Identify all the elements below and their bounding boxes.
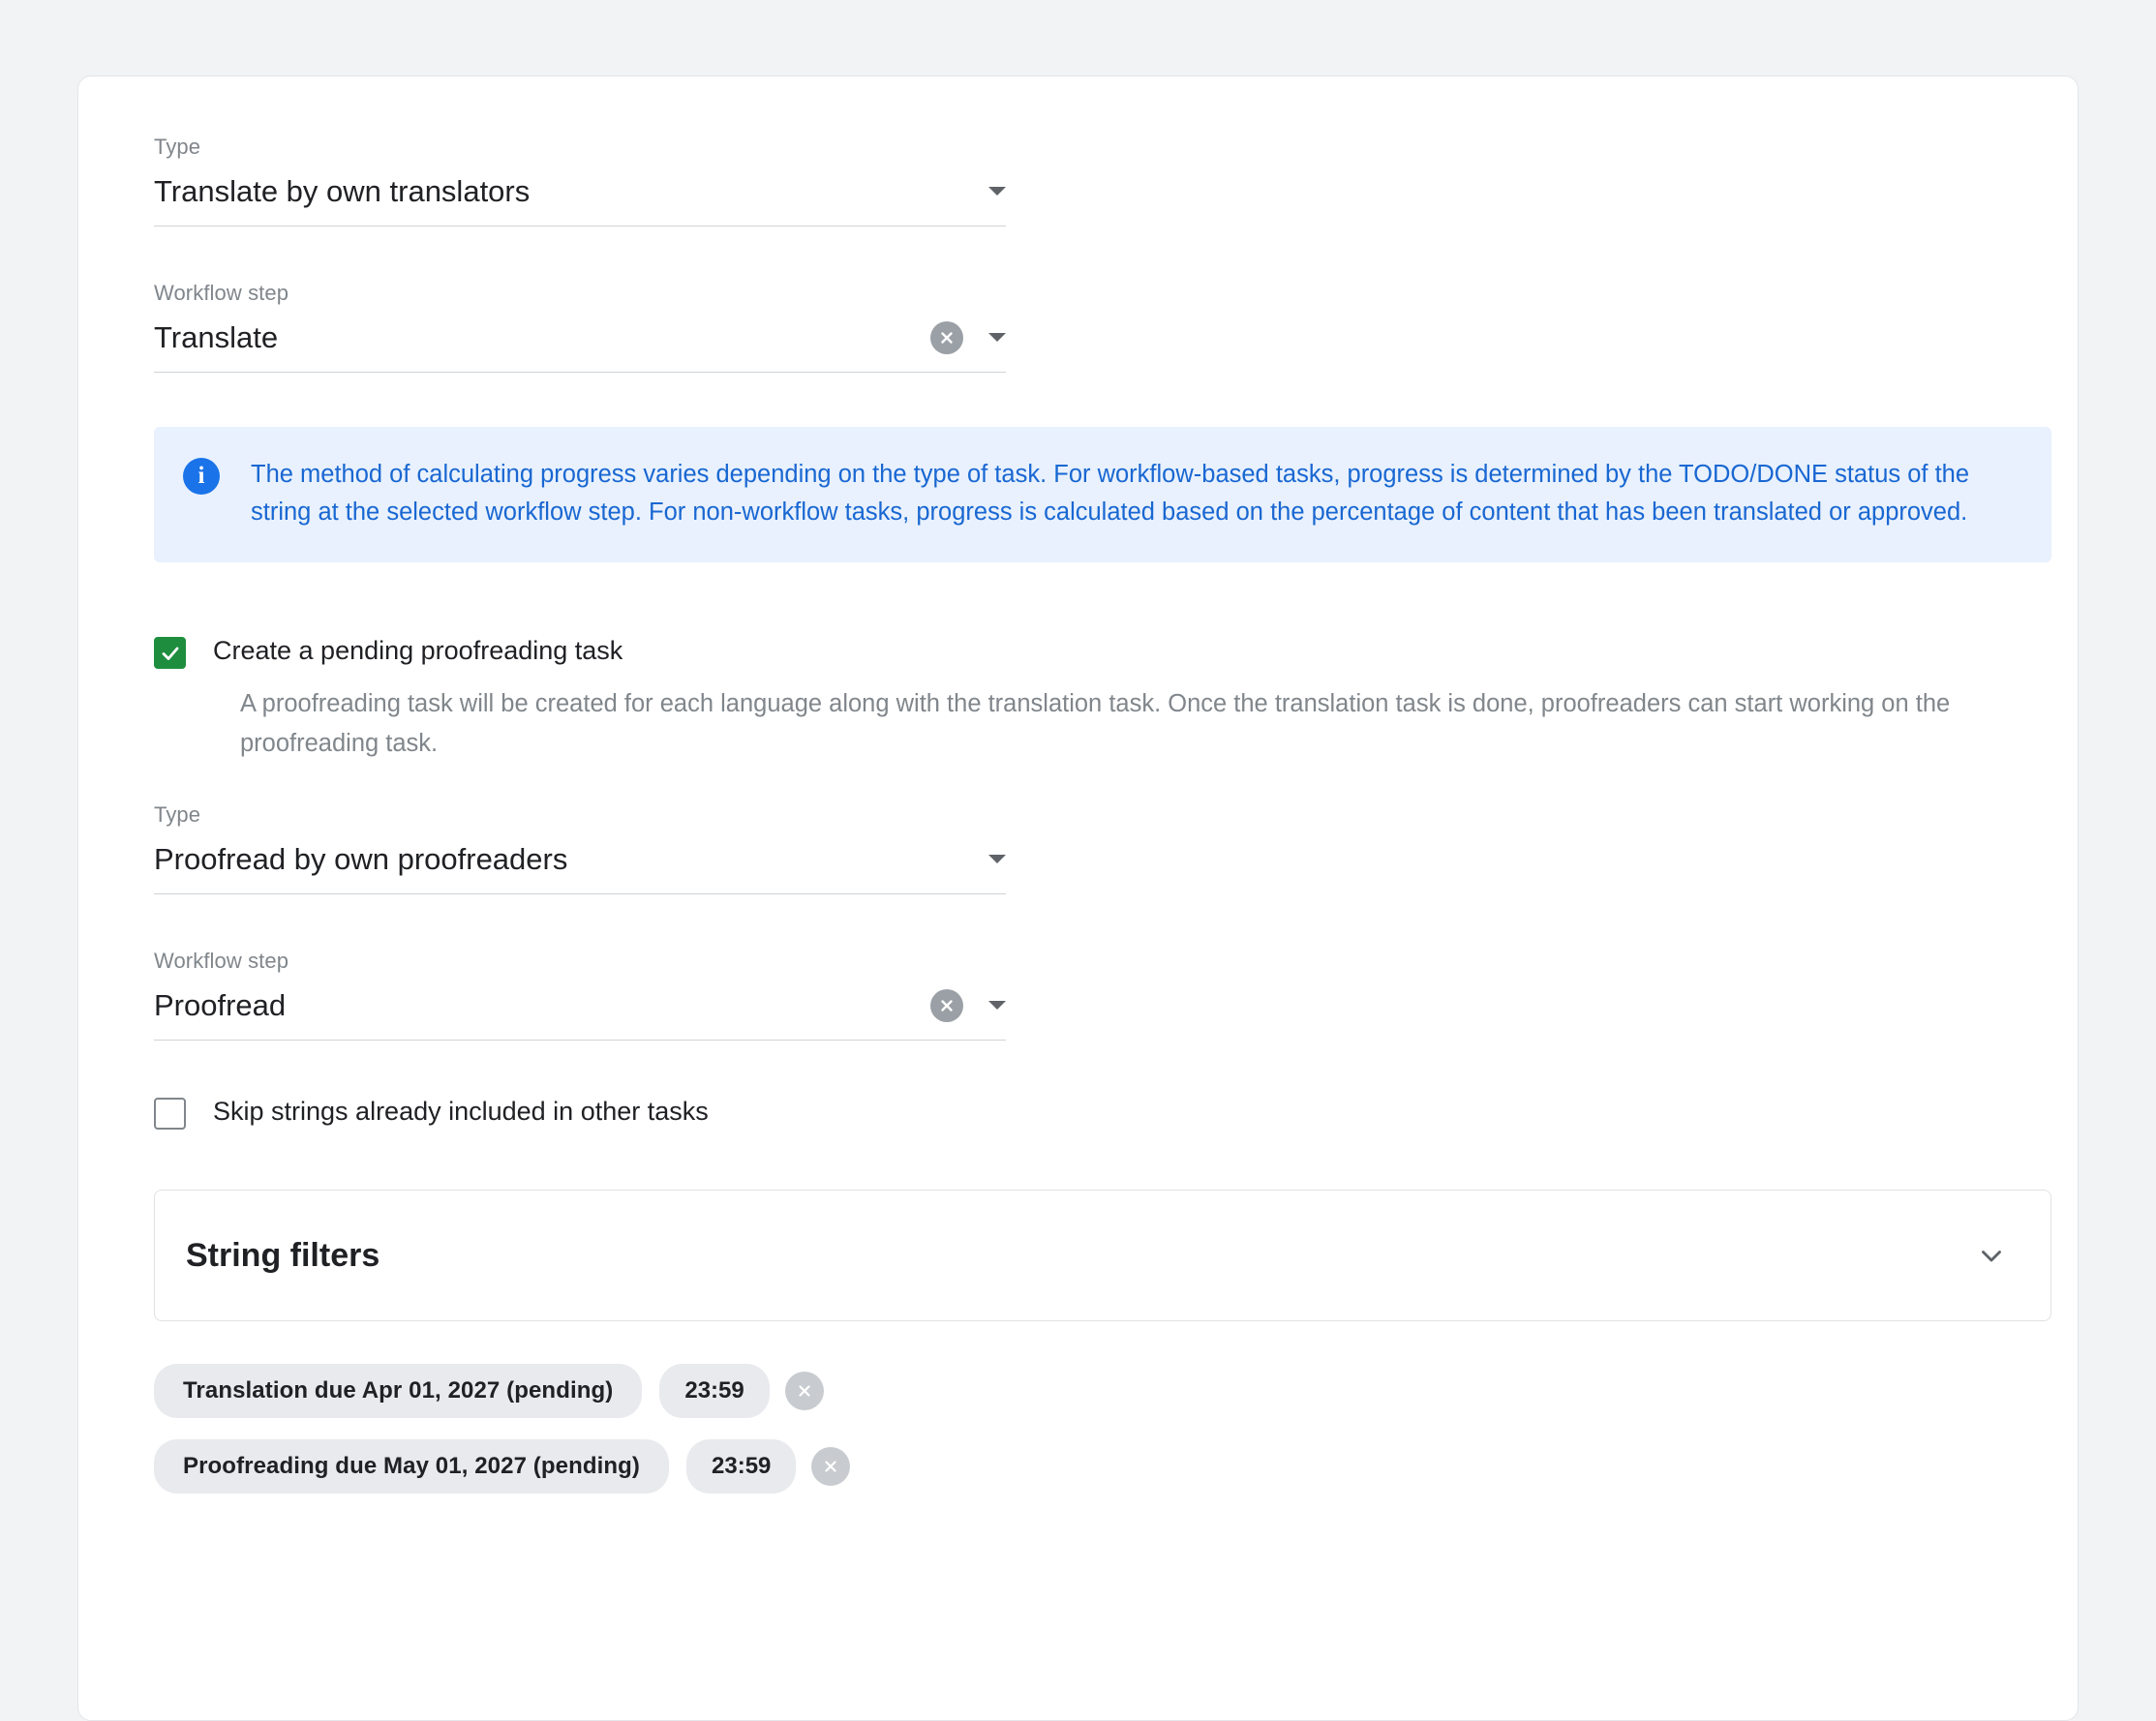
proofreading-workflow-value: Proofread [154, 988, 287, 1022]
due-chip-label[interactable]: Translation due Apr 01, 2027 (pending) [154, 1364, 642, 1418]
proofreading-type-control[interactable] [154, 841, 1006, 894]
translation-type-control[interactable] [154, 173, 1006, 226]
proofreading-workflow-field[interactable] [154, 949, 1006, 1041]
clear-icon[interactable] [930, 321, 963, 354]
proofreading-type-field[interactable] [154, 802, 1006, 894]
due-chip-row [154, 1439, 2002, 1494]
due-chip-row [154, 1364, 2002, 1418]
translation-workflow-control[interactable] [154, 319, 1006, 373]
create-proofreading-task-label: Create a pending proofreading task [213, 636, 623, 665]
remove-icon[interactable] [811, 1447, 850, 1486]
clear-icon[interactable] [930, 989, 963, 1022]
chevron-down-icon[interactable] [988, 187, 1006, 196]
due-chip-label[interactable]: Proofreading due May 01, 2027 (pending) [154, 1439, 669, 1494]
checkbox-create-proofreading-task[interactable] [154, 637, 186, 669]
translation-type-value: Translate by own translators [154, 174, 531, 208]
task-settings-card [77, 75, 2079, 1721]
chevron-down-icon[interactable] [1975, 1239, 2008, 1272]
proofreading-type-label: Type [154, 802, 201, 827]
chevron-down-icon[interactable] [988, 1001, 1006, 1010]
checkbox-skip-strings[interactable] [154, 1098, 186, 1130]
chevron-down-icon[interactable] [988, 855, 1006, 863]
proofreading-workflow-label: Workflow step [154, 949, 289, 973]
string-filters-title: String filters [186, 1236, 380, 1274]
chevron-down-icon[interactable] [988, 333, 1006, 342]
due-chip-list [154, 1364, 2002, 1494]
due-chip-time[interactable]: 23:59 [686, 1439, 796, 1494]
create-proofreading-task-help: A proofreading task will be created for each language along with the translation task. Once the translation task is done, proofreaders can start working on the proofreading task. [240, 690, 1951, 757]
progress-info-text: The method of calculating progress varies depending on the type of task. For workflow-based tasks, progress is determined by the TODO/DONE status of the string at the selected workflow step. For non-workflow tasks, progress is calculated based on the percentage of content that has been translated or approved. [251, 461, 1970, 526]
skip-strings-label: Skip strings already included in other tasks [213, 1097, 709, 1126]
due-chip-time[interactable]: 23:59 [659, 1364, 769, 1418]
string-filters-panel[interactable] [154, 1190, 2051, 1321]
create-proofreading-task-row[interactable] [154, 634, 2002, 669]
translation-type-label: Type [154, 135, 201, 159]
translation-type-field[interactable] [154, 135, 1006, 226]
translation-workflow-field[interactable] [154, 281, 1006, 373]
progress-info-banner [154, 427, 2051, 562]
proofreading-type-value: Proofread by own proofreaders [154, 842, 568, 876]
skip-strings-row[interactable] [154, 1095, 2002, 1130]
info-icon: i [183, 458, 220, 495]
remove-icon[interactable] [785, 1372, 824, 1410]
proofreading-workflow-control[interactable] [154, 987, 1006, 1041]
translation-workflow-value: Translate [154, 320, 279, 354]
translation-workflow-label: Workflow step [154, 281, 289, 305]
